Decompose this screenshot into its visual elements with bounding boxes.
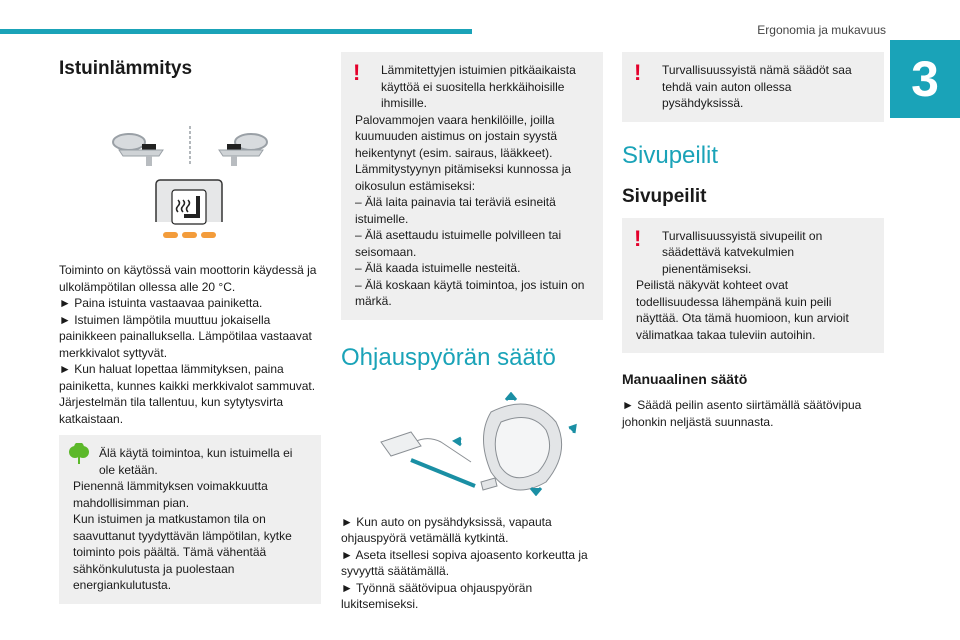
- step: ► Säädä peilin asento siirtämällä säätövipua johonkin neljästä suunnasta.: [622, 398, 862, 429]
- seat-heating-button[interactable]: [156, 180, 222, 250]
- step: ► Kun auto on pysähdyksissä, vapauta ohjauspyörä vetämällä kytkintä.: [341, 514, 552, 545]
- chapter-number-tab: 3: [890, 40, 960, 118]
- column-mirrors: [622, 52, 884, 430]
- warning-icon: !: [634, 60, 642, 85]
- step: ► Kun haluat lopettaa lämmityksen, paina painiketta, kunnes kaikki merkkivalot sammuvat.: [59, 362, 316, 393]
- steering-adjust-body: [341, 514, 603, 613]
- warning-text: – Älä kaada istuimelle nesteitä.: [355, 261, 521, 275]
- seat-heating-body: [59, 262, 321, 427]
- warning-text: Peilistä näkyvät kohteet ovat todellisuudessa lähempänä kuin peili näyttää. Ota tämä huomioon, kun arvioit välimatkaa takaa tuleviin autoihin.: [636, 278, 849, 342]
- eco-note-text: Pienennä lämmityksen voimakkuutta mahdollisimman pian.: [73, 479, 268, 510]
- warning-text: Lämmitystyynyn pitämiseksi kunnossa ja oikosulun estämiseksi:: [355, 162, 572, 193]
- column-steering-adjustment: [341, 52, 603, 613]
- eco-note-text: Kun istuimen ja matkustamon tila on saavuttanut tyydyttävän lämpötilan, kytke toiminto pois päältä. Tämä vähentää sähkönkulutusta ja puolestaan energiankulutusta.: [73, 512, 292, 592]
- step: ► Aseta itsellesi sopiva ajoasento korkeutta ja syvyyttä säätämällä.: [341, 547, 588, 578]
- steering-adjust-illustration: [341, 392, 603, 496]
- steering-adjust-figure: [341, 392, 603, 496]
- warning-icon: !: [634, 225, 642, 251]
- warning-text: – Älä asettaudu istuimelle polvilleen tai seisomaan.: [355, 228, 562, 259]
- header-accent-bar: [0, 29, 472, 34]
- steering-wheel-left-icon: [113, 134, 145, 150]
- step: ► Paina istuinta vastaavaa painiketta.: [59, 296, 263, 310]
- step: ► Työnnä säätövipua ohjauspyörän lukitsemiseksi.: [341, 580, 533, 611]
- section-title-seat-heating: Istuinlämmitys: [59, 58, 193, 79]
- section-title-mirrors: Sivupeilit: [622, 141, 719, 169]
- chapter-title: Ergonomia ja mukavuus: [757, 23, 886, 37]
- eco-note-first: Älä käytä toimintoa, kun istuimella ei ole ketään.: [99, 446, 293, 477]
- paragraph: Järjestelmän tila tallentuu, kun sytytysvirta katkaistaan.: [59, 395, 284, 426]
- manual-adjust-title: Manuaalinen säätö: [622, 371, 748, 387]
- warning-text: Turvallisuussyistä nämä säädöt saa tehdä vain auton ollessa pysähdyksissä.: [662, 63, 852, 110]
- section-title-steering: Ohjauspyörän säätö: [341, 343, 556, 371]
- warning-text: Palovammojen vaara henkilöille, joilla kuumuuden aistimus on jostain syystä heikentynyt (esim. sairaus, lääkkeet).: [355, 112, 558, 160]
- warning-text: – Älä koskaan käytä toimintoa, jos istuin on märkä.: [355, 277, 585, 308]
- seat-heating-figure: [59, 90, 321, 222]
- warning-first: Lämmitettyjen istuimien pitkäaikaista käyttöä ei suositella herkkäihoisille ihmisille.: [381, 63, 576, 110]
- leaf-icon: [68, 443, 90, 465]
- heated-seat-icon: [156, 180, 222, 250]
- warning-icon: !: [353, 60, 361, 85]
- paragraph: Toiminto on käytössä vain moottorin käydessä ja ulkolämpötilan ollessa alle 20 °C.: [59, 263, 317, 294]
- seat-heating-warning: [341, 52, 603, 320]
- eco-note: [59, 435, 321, 604]
- column-seat-heating: [59, 52, 321, 604]
- safety-warning: [622, 52, 884, 122]
- step: ► Istuimen lämpötila muuttuu jokaisella painikkeen painalluksella. Lämpötilaa vastaavat merkkivalot syttyvät.: [59, 312, 312, 360]
- warning-text: – Älä laita painavia tai teräviä esineitä istuimelle.: [355, 195, 556, 226]
- subsection-title-mirrors: Sivupeilit: [622, 185, 707, 207]
- mirror-warning: [622, 218, 884, 354]
- warning-first: Turvallisuussyistä sivupeilit on säädettävä katvekulmien pienentämiseksi.: [662, 228, 823, 276]
